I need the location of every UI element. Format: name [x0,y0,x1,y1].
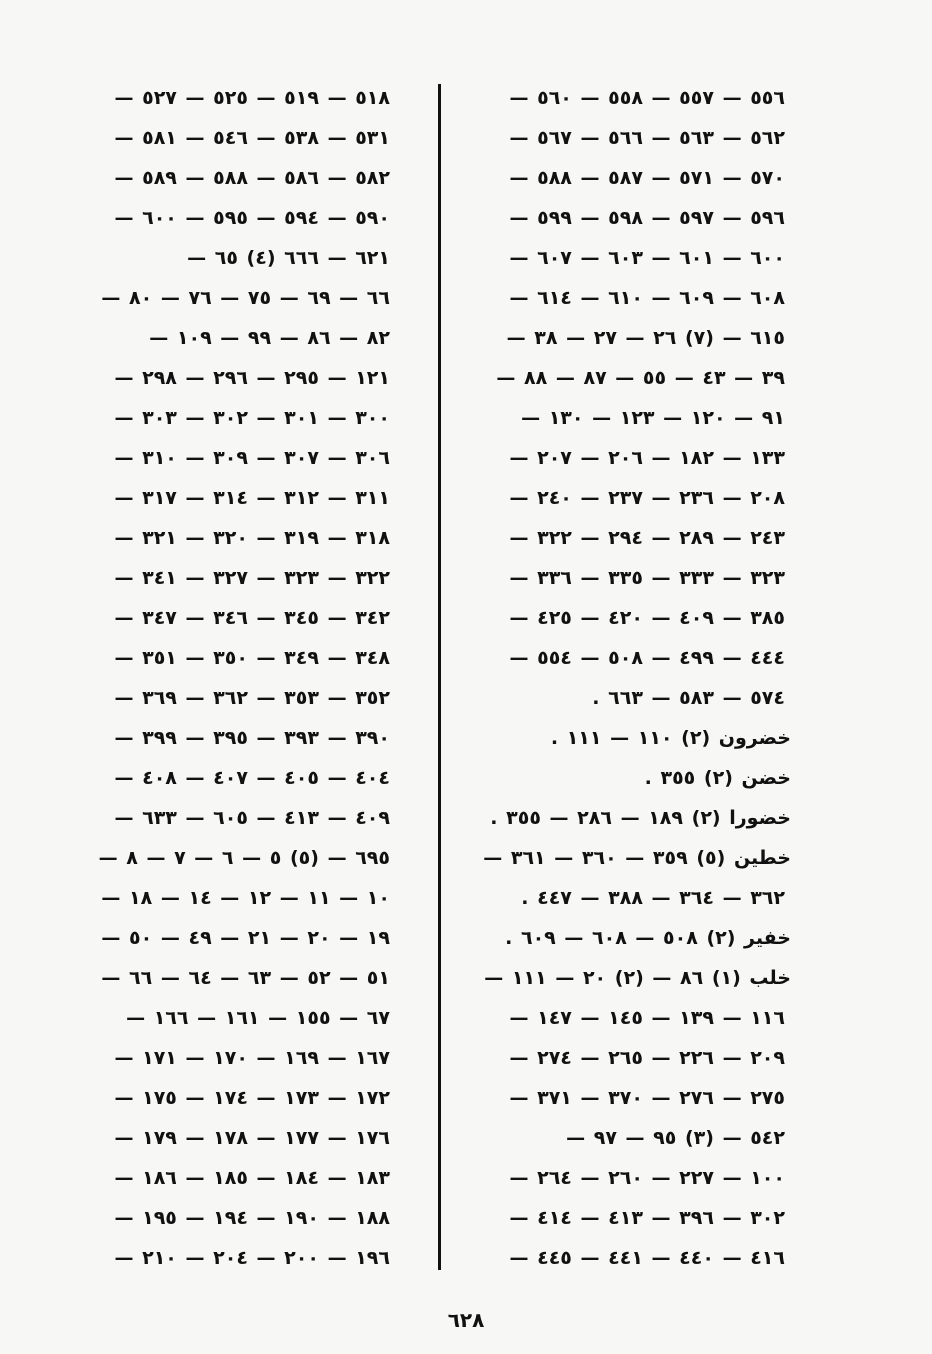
right-column-line: ٦٠٠ — ٦٠١ — ٦٠٣ — ٦٠٧ — [509,247,785,269]
left-column-line: ١٢١ — ٢٩٥ — ٢٩٦ — ٢٩٨ — [114,367,390,389]
left-column-line: ٤٠٩ — ٤١٣ — ٦٠٥ — ٦٣٣ — [114,807,390,829]
right-column-line: ٥٦٢ — ٥٦٣ — ٥٦٦ — ٥٦٧ — [509,127,785,149]
column-divider [438,84,441,1270]
left-column-line: ٣٠٦ — ٣٠٧ — ٣٠٩ — ٣١٠ — [114,447,390,469]
right-column-line: ٣٨٥ — ٤٠٩ — ٤٢٠ — ٤٢٥ — [509,607,785,629]
left-column-line: ٥٨٢ — ٥٨٦ — ٥٨٨ — ٥٨٩ — [114,167,390,189]
left-column-line: ٨٢ — ٨٦ — ٩٩ — ١٠٩ — [149,327,390,349]
left-column-line: ١٦٧ — ١٦٩ — ١٧٠ — ١٧١ — [114,1047,390,1069]
right-index-column [440,78,791,1278]
right-column-line: ٩١ — ١٢٠ — ١٢٣ — ١٣٠ — [521,407,785,429]
right-column-line: خضن (٢) ٣٥٥ . [644,767,791,789]
left-column-line: ١٩ — ٢٠ — ٢١ — ٤٩ — ٥٠ — [101,927,390,949]
left-column-line: ٣٥٢ — ٣٥٣ — ٣٦٢ — ٣٦٩ — [114,687,390,709]
right-column-line: ١١٦ — ١٣٩ — ١٤٥ — ١٤٧ — [509,1007,785,1029]
left-column-line: ١٩٦ — ٢٠٠ — ٢٠٤ — ٢١٠ — [114,1247,390,1269]
left-column-line: ١٨٣ — ١٨٤ — ١٨٥ — ١٨٦ — [114,1167,390,1189]
left-column-line: ٣٩٠ — ٣٩٣ — ٣٩٥ — ٣٩٩ — [114,727,390,749]
right-column-line: ٣٠٢ — ٣٩٦ — ٤١٣ — ٤١٤ — [509,1207,785,1229]
right-column-line: ٣٩ — ٤٣ — ٥٥ — ٨٧ — ٨٨ — [496,367,785,389]
right-column-line: ٢٧٥ — ٢٧٦ — ٣٧٠ — ٣٧١ — [509,1087,785,1109]
left-column-line: ٣١١ — ٣١٢ — ٣١٤ — ٣١٧ — [114,487,390,509]
left-column-line: ١٠ — ١١ — ١٢ — ١٤ — ١٨ — [101,887,390,909]
right-column-line: خفير (٢) ٥٠٨ — ٦٠٨ — ٦٠٩ . [505,927,791,949]
right-column-line: ٤٤٤ — ٤٩٩ — ٥٠٨ — ٥٥٤ — [509,647,785,669]
right-column-line: خضرون (٢) ١١٠ — ١١١ . [550,727,791,749]
right-column-line: ٥٧٤ — ٥٨٣ — ٦٦٣ . [592,687,785,709]
left-column-line: ٥١ — ٥٢ — ٦٣ — ٦٤ — ٦٦ — [101,967,390,989]
left-column-line: ٣٤٨ — ٣٤٩ — ٣٥٠ — ٣٥١ — [114,647,390,669]
left-column-line: ٤٠٤ — ٤٠٥ — ٤٠٧ — ٤٠٨ — [114,767,390,789]
right-column-line: ١٣٣ — ١٨٢ — ٢٠٦ — ٢٠٧ — [509,447,785,469]
left-column-line: ٦٦ — ٦٩ — ٧٥ — ٧٦ — ٨٠ — [101,287,390,309]
left-column-line: ٦٢١ — ٦٦٦ (٤) ٦٥ — [187,247,390,269]
left-column-line: ٦٧ — ١٥٥ — ١٦١ — ١٦٦ — [126,1007,390,1029]
right-column-line: ٦٠٨ — ٦٠٩ — ٦١٠ — ٦١٤ — [509,287,785,309]
right-column-line: خطين (٥) ٣٥٩ — ٣٦٠ — ٣٦١ — [483,847,791,869]
left-column-line: ٣٢٢ — ٣٢٣ — ٣٢٧ — ٣٤١ — [114,567,390,589]
right-column-line: ٢٠٨ — ٢٣٦ — ٢٣٧ — ٢٤٠ — [509,487,785,509]
right-column-line: خلب (١) ٨٦ — (٢) ٢٠ — ١١١ — [484,967,791,989]
page-number: ٦٢٨ [447,1308,485,1332]
right-column-line: ٤١٦ — ٤٤٠ — ٤٤١ — ٤٤٥ — [509,1247,785,1269]
right-column-line: ١٠٠ — ٢٢٧ — ٢٦٠ — ٢٦٤ — [509,1167,785,1189]
left-column-line: ١٧٢ — ١٧٣ — ١٧٤ — ١٧٥ — [114,1087,390,1109]
left-column-line: ٣٤٢ — ٣٤٥ — ٣٤٦ — ٣٤٧ — [114,607,390,629]
right-column-line: ٢٤٣ — ٢٨٩ — ٢٩٤ — ٣٢٢ — [509,527,785,549]
left-column-line: ٥٣١ — ٥٣٨ — ٥٤٦ — ٥٨١ — [114,127,390,149]
left-column-line: ٥٩٠ — ٥٩٤ — ٥٩٥ — ٦٠٠ — [114,207,390,229]
right-column-line: ٥٩٦ — ٥٩٧ — ٥٩٨ — ٥٩٩ — [509,207,785,229]
left-column-line: ٥١٨ — ٥١٩ — ٥٢٥ — ٥٢٧ — [114,87,390,109]
right-column-line: ٥٥٦ — ٥٥٧ — ٥٥٨ — ٥٦٠ — [509,87,785,109]
right-column-line: ٣٦٢ — ٣٦٤ — ٣٨٨ — ٤٤٧ . [521,887,785,909]
left-column-line: ١٧٦ — ١٧٧ — ١٧٨ — ١٧٩ — [114,1127,390,1149]
right-column-line: ٢٠٩ — ٢٢٦ — ٢٦٥ — ٢٧٤ — [509,1047,785,1069]
left-column-line: ٦٩٥ — (٥) ٥ — ٦ — ٧ — ٨ — [98,847,390,869]
right-column-line: ٥٤٢ — (٣) ٩٥ — ٩٧ — [566,1127,785,1149]
left-column-line: ١٨٨ — ١٩٠ — ١٩٤ — ١٩٥ — [114,1207,390,1229]
right-column-line: ٥٧٠ — ٥٧١ — ٥٨٧ — ٥٨٨ — [509,167,785,189]
right-column-line: ٦١٥ — (٧) ٢٦ — ٢٧ — ٣٨ — [506,327,785,349]
left-column-line: ٣٠٠ — ٣٠١ — ٣٠٢ — ٣٠٣ — [114,407,390,429]
left-column-line: ٣١٨ — ٣١٩ — ٣٢٠ — ٣٢١ — [114,527,390,549]
right-column-line: ٣٢٣ — ٣٣٣ — ٣٣٥ — ٣٣٦ — [509,567,785,589]
left-index-column [75,78,390,1278]
right-column-line: خضورا (٢) ١٨٩ — ٢٨٦ — ٣٥٥ . [490,807,791,829]
